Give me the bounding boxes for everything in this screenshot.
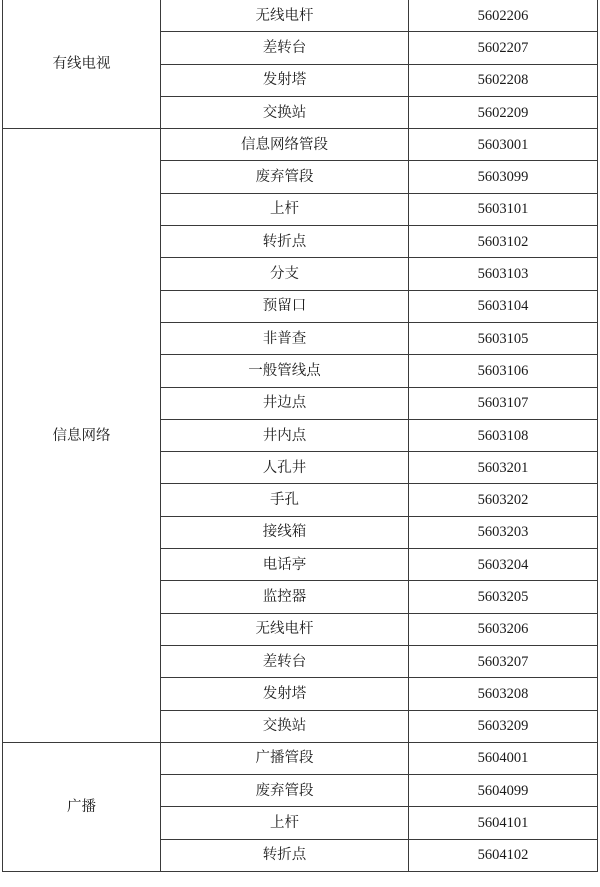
item-name-cell: 人孔井 (161, 452, 409, 484)
table-body (3, 0, 598, 872)
item-name-cell: 上杆 (161, 193, 409, 225)
item-code-cell: 5603102 (409, 226, 598, 258)
item-code-cell: 5603201 (409, 452, 598, 484)
item-code-cell: 5602208 (409, 64, 598, 96)
item-name-cell: 转折点 (161, 839, 409, 871)
item-name-cell: 分支 (161, 258, 409, 290)
table-row (3, 129, 598, 161)
item-code-cell: 5603209 (409, 710, 598, 742)
item-code-cell: 5603202 (409, 484, 598, 516)
item-name-cell: 废弃管段 (161, 775, 409, 807)
table-row (3, 742, 598, 774)
item-code-cell: 5602207 (409, 32, 598, 64)
item-name-cell: 转折点 (161, 226, 409, 258)
item-name-cell: 废弃管段 (161, 161, 409, 193)
item-name-cell: 井内点 (161, 419, 409, 451)
item-name-cell: 预留口 (161, 290, 409, 322)
item-code-cell: 5603103 (409, 258, 598, 290)
item-name-cell: 交换站 (161, 710, 409, 742)
item-name-cell: 发射塔 (161, 678, 409, 710)
item-name-cell: 非普查 (161, 322, 409, 354)
item-name-cell: 井边点 (161, 387, 409, 419)
item-code-cell: 5603207 (409, 645, 598, 677)
item-name-cell: 信息网络管段 (161, 129, 409, 161)
code-table (2, 0, 598, 872)
item-code-cell: 5603105 (409, 322, 598, 354)
item-name-cell: 差转台 (161, 645, 409, 677)
item-code-cell: 5603099 (409, 161, 598, 193)
item-code-cell: 5603206 (409, 613, 598, 645)
item-code-cell: 5604099 (409, 775, 598, 807)
item-name-cell: 上杆 (161, 807, 409, 839)
item-code-cell: 5603001 (409, 129, 598, 161)
item-code-cell: 5603203 (409, 516, 598, 548)
item-code-cell: 5603104 (409, 290, 598, 322)
item-code-cell: 5603106 (409, 355, 598, 387)
category-cell: 有线电视 (3, 0, 161, 129)
item-code-cell: 5604101 (409, 807, 598, 839)
item-name-cell: 发射塔 (161, 64, 409, 96)
item-name-cell: 电话亭 (161, 549, 409, 581)
item-code-cell: 5603204 (409, 549, 598, 581)
item-code-cell: 5602206 (409, 0, 598, 32)
category-cell: 信息网络 (3, 129, 161, 743)
item-code-cell: 5604001 (409, 742, 598, 774)
item-name-cell: 一般管线点 (161, 355, 409, 387)
category-cell: 广播 (3, 742, 161, 871)
item-code-cell: 5604102 (409, 839, 598, 871)
item-name-cell: 差转台 (161, 32, 409, 64)
item-name-cell: 广播管段 (161, 742, 409, 774)
item-code-cell: 5602209 (409, 96, 598, 128)
item-name-cell: 无线电杆 (161, 613, 409, 645)
item-name-cell: 监控器 (161, 581, 409, 613)
table-row (3, 0, 598, 32)
item-name-cell: 接线箱 (161, 516, 409, 548)
item-code-cell: 5603107 (409, 387, 598, 419)
item-name-cell: 无线电杆 (161, 0, 409, 32)
item-code-cell: 5603205 (409, 581, 598, 613)
item-name-cell: 手孔 (161, 484, 409, 516)
item-code-cell: 5603101 (409, 193, 598, 225)
item-code-cell: 5603108 (409, 419, 598, 451)
item-name-cell: 交换站 (161, 96, 409, 128)
item-code-cell: 5603208 (409, 678, 598, 710)
